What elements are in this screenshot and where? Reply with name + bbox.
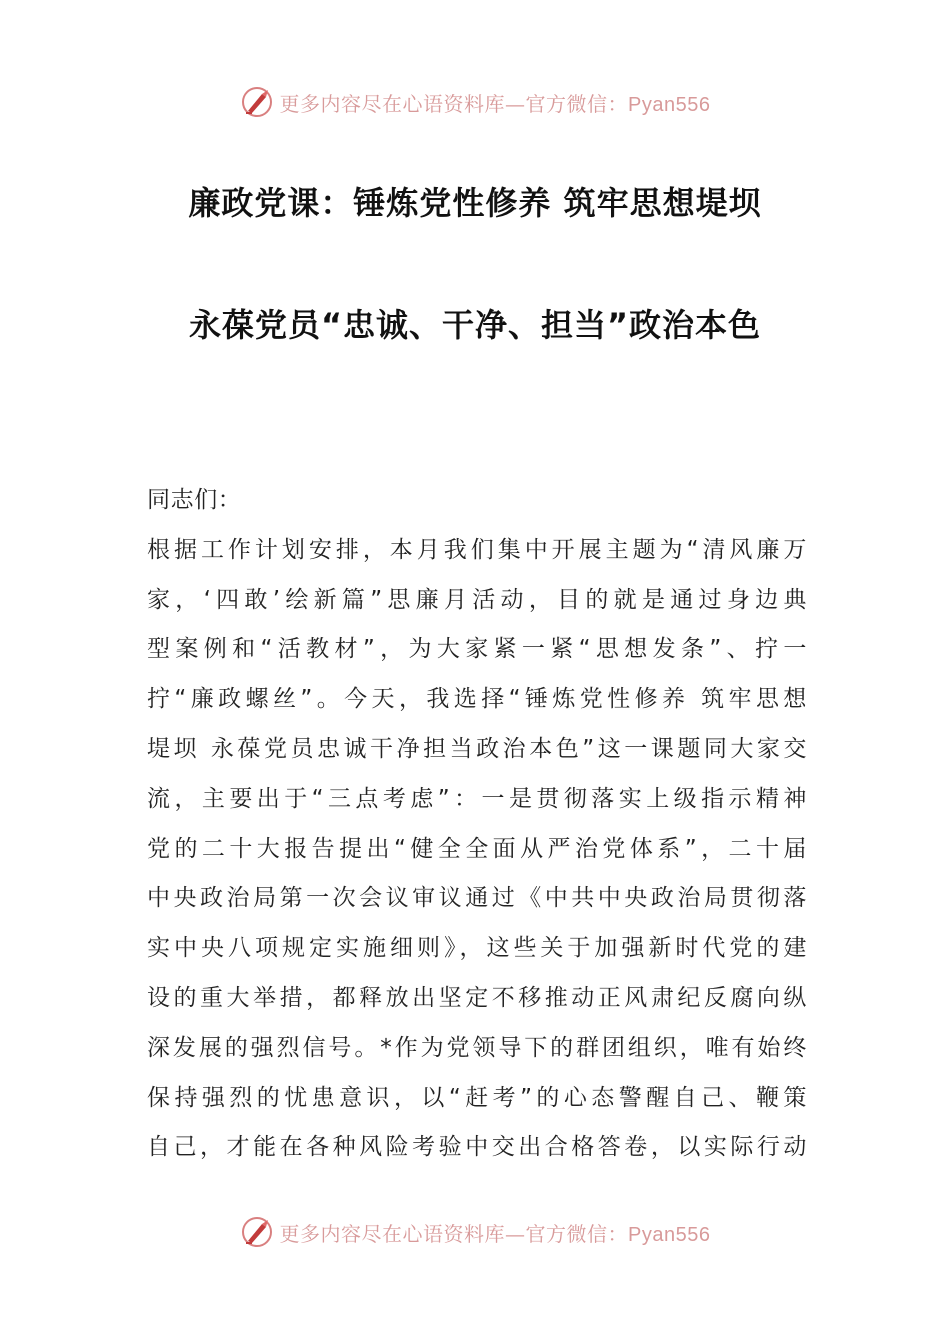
paragraph-line: 设的重大举措，都释放出坚定不移推动正风肃纪反腐向纵 <box>147 984 807 1011</box>
paragraph-line: 深发展的强烈信号。*作为党领导下的群团组织，唯有始终 <box>147 1034 807 1061</box>
quill-pen-logo-icon <box>240 85 274 119</box>
paragraph-line: 党的二十大报告提出“健全全面从严治党体系”，二十届 <box>147 835 807 862</box>
salutation: 同志们： <box>147 487 242 513</box>
quill-pen-logo-icon <box>240 1215 274 1249</box>
watermark-wechat-id: Pyan556 <box>628 1223 711 1246</box>
watermark-wechat-id: Pyan556 <box>628 93 711 116</box>
header-watermark <box>0 82 950 122</box>
watermark-label: 更多内容尽在心语资料库—官方微信： <box>279 91 629 116</box>
paragraph-line: 家，‘四敢’绘新篇”思廉月活动，目的就是通过身边典 <box>147 586 807 613</box>
paragraph-line: 根据工作计划安排，本月我们集中开展主题为“清风廉万 <box>147 536 807 563</box>
paragraph-line: 中央政治局第一次会议审议通过《中共中央政治局贯彻落 <box>147 885 807 912</box>
watermark-text <box>280 88 711 117</box>
footer-watermark <box>0 1212 950 1252</box>
watermark-text <box>280 1218 711 1247</box>
document-title: 廉政党课：锤炼党性修养 筑牢思想堤坝 <box>188 184 762 222</box>
watermark-label: 更多内容尽在心语资料库—官方微信： <box>279 1221 629 1246</box>
paragraph-line: 堤坝 永葆党员忠诚干净担当政治本色”这一课题同大家交 <box>147 735 807 762</box>
paragraph-line: 流，主要出于“三点考虑”：一是贯彻落实上级指示精神 <box>147 785 807 812</box>
paragraph-line: 实中央八项规定实施细则》，这些关于加强新时代党的建 <box>147 935 807 962</box>
paragraph-line: 型案例和“活教材”，为大家紧一紧“思想发条”、拧一 <box>147 636 807 663</box>
document-body <box>147 476 807 1173</box>
document-subtitle: 永葆党员“忠诚、干净、担当”政治本色 <box>188 306 762 344</box>
paragraph-line: 保持强烈的忧患意识，以“赶考”的心态警醒自己、鞭策 <box>147 1084 807 1111</box>
paragraph-line: 自己，才能在各种风险考验中交出合格答卷，以实际行动 <box>147 1134 807 1161</box>
paragraph-line: 拧“廉政螺丝”。今天，我选择“锤炼党性修养 筑牢思想 <box>147 686 807 713</box>
